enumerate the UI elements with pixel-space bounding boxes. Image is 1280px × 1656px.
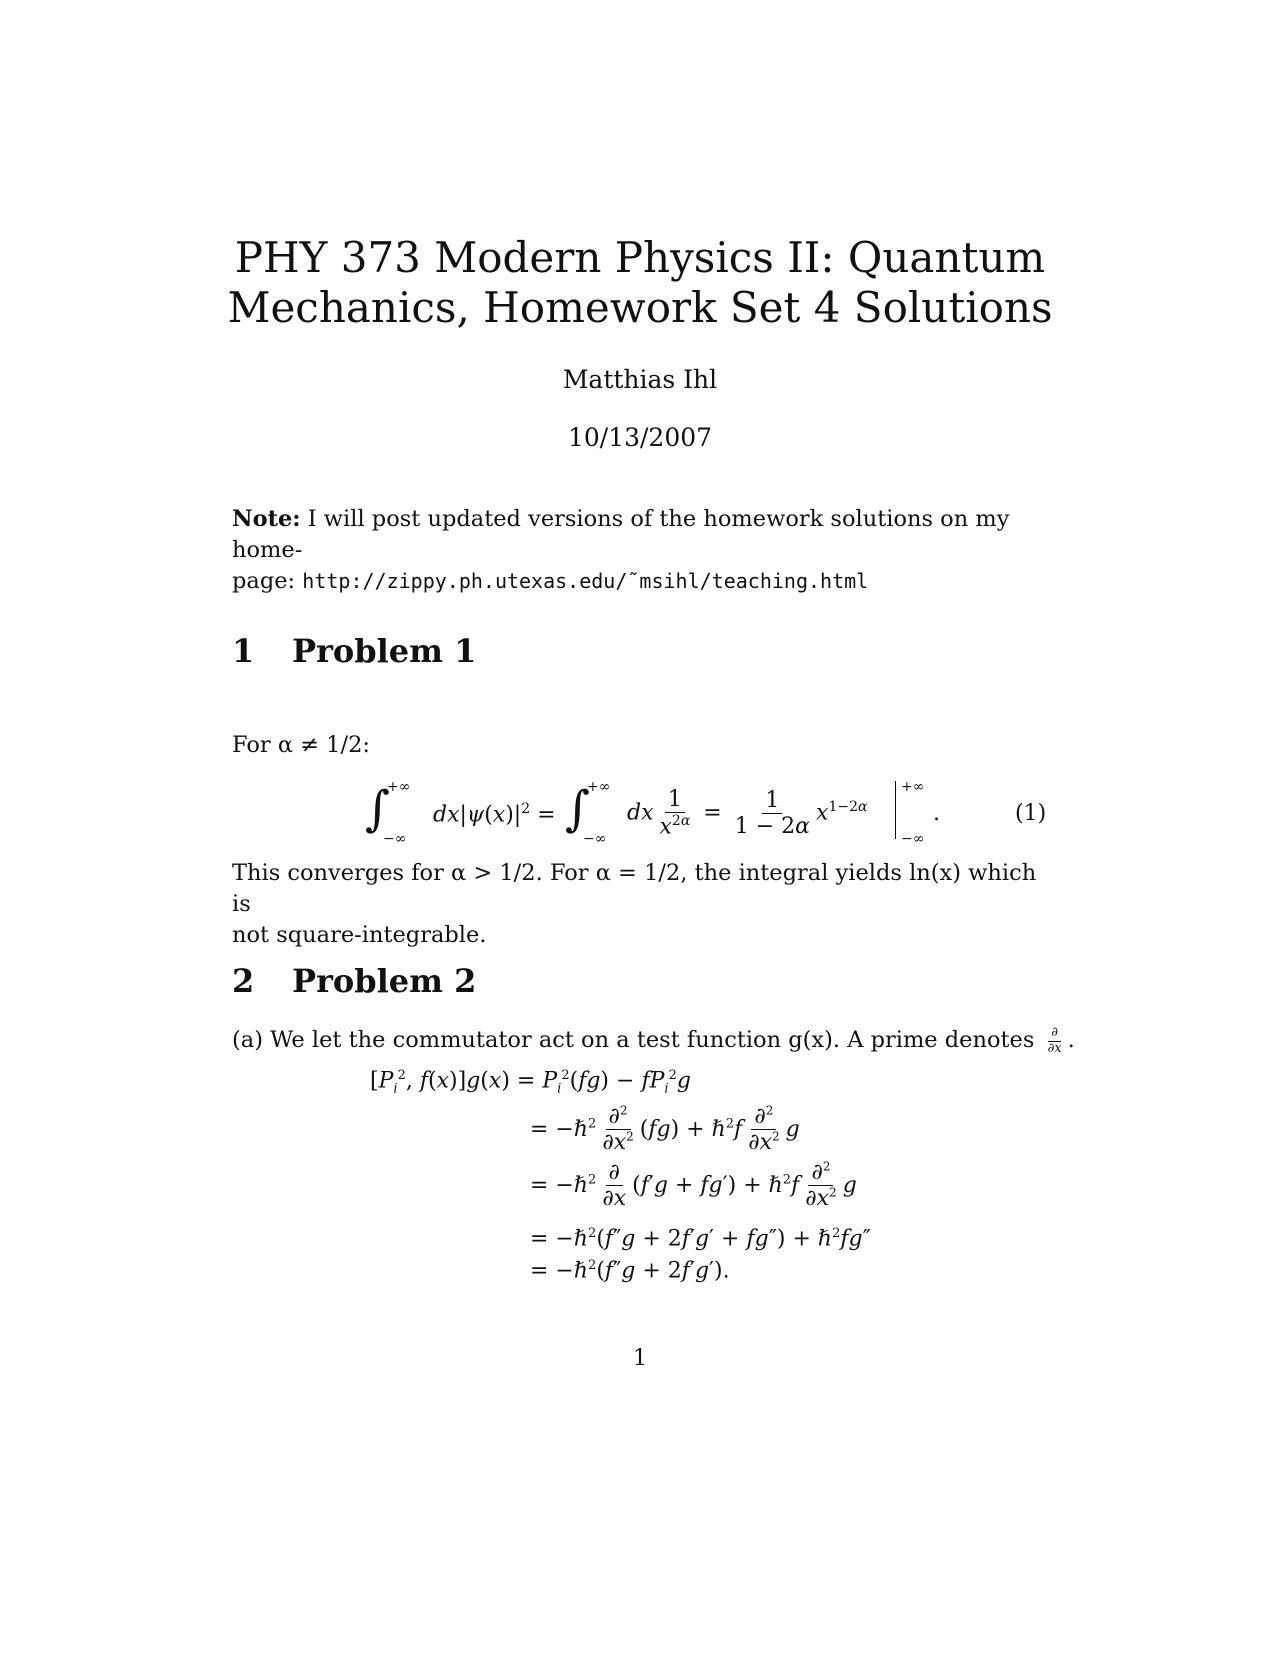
section-1-conclusion-line2: not square-integrable. bbox=[232, 922, 487, 948]
section-1-conclusion bbox=[232, 858, 1052, 951]
document-title-line2: Mechanics, Homework Set 4 Solutions bbox=[227, 283, 1053, 332]
section-1-number: 1 bbox=[232, 632, 255, 670]
section-2-part-a: (a) We let the commutator act on a test function g(x). A prime denotes $\frac{\partial}{\partial x}$ . bbox=[232, 1024, 1075, 1056]
equation-1: ∫ +∞ −∞ $dx|\psi(x)|^2$ = ∫ +∞ −∞ dx $\frac{1}{x^{2\alpha}}$ = $\frac{1}{1 - 2\alpha}$ $x^{1-2\alpha}$ +∞ −∞ . bbox=[365, 779, 940, 847]
part-a-text: (a) We let the commutator act on a test function g(x). A prime denotes bbox=[232, 1027, 1035, 1053]
homepage-link[interactable]: http://zippy.ph.utexas.edu/˜msihl/teaching.html bbox=[302, 569, 869, 593]
page-number: 1 bbox=[633, 1346, 647, 1371]
section-1-intro: For α ≠ 1/2: bbox=[232, 732, 370, 758]
date: 10/13/2007 bbox=[567, 423, 713, 452]
section-2-title: Problem 2 bbox=[292, 962, 477, 1000]
commutator-derivation: [$P_i^2$, $f(x)]g(x) = P_i^2(fg) - fP_i^2g$ = −ℏ$^2$ $\frac{\partial^2}{\partial x^2}$ (fg) + ℏ$^2$f $\frac{\partial^2}{\partial x^2}$ g = −ℏ$^2$ $\frac{\partial}{\partial x}$ (f′g + fg′) + ℏ$^2$f $\frac{\partial^2}{\partial x^2}$ g = −ℏ$^2$(f″g + 2f′g′ + fg″) + ℏ$^2$fg″ = −ℏ$^2$(f″g + 2f′g′). bbox=[370, 1068, 871, 1284]
section-1-title: Problem 1 bbox=[292, 632, 477, 670]
section-1-conclusion-line1: This converges for α > 1/2. For α = 1/2, the integral yields ln(x) which is bbox=[232, 860, 1037, 917]
author: Matthias Ihl bbox=[562, 365, 718, 394]
equation-1-number: (1) bbox=[1015, 801, 1047, 826]
note-text: I will post updated versions of the homework solutions on my home- bbox=[232, 506, 1010, 563]
note-label: Note: bbox=[232, 506, 301, 532]
section-2-number: 2 bbox=[232, 962, 255, 1000]
section-2-heading bbox=[232, 962, 476, 1000]
section-1-heading bbox=[232, 632, 476, 670]
note-page-prefix: page: bbox=[232, 568, 296, 594]
note-paragraph bbox=[232, 504, 1052, 597]
document-title-line1: PHY 373 Modern Physics II: Quantum bbox=[234, 233, 1046, 282]
